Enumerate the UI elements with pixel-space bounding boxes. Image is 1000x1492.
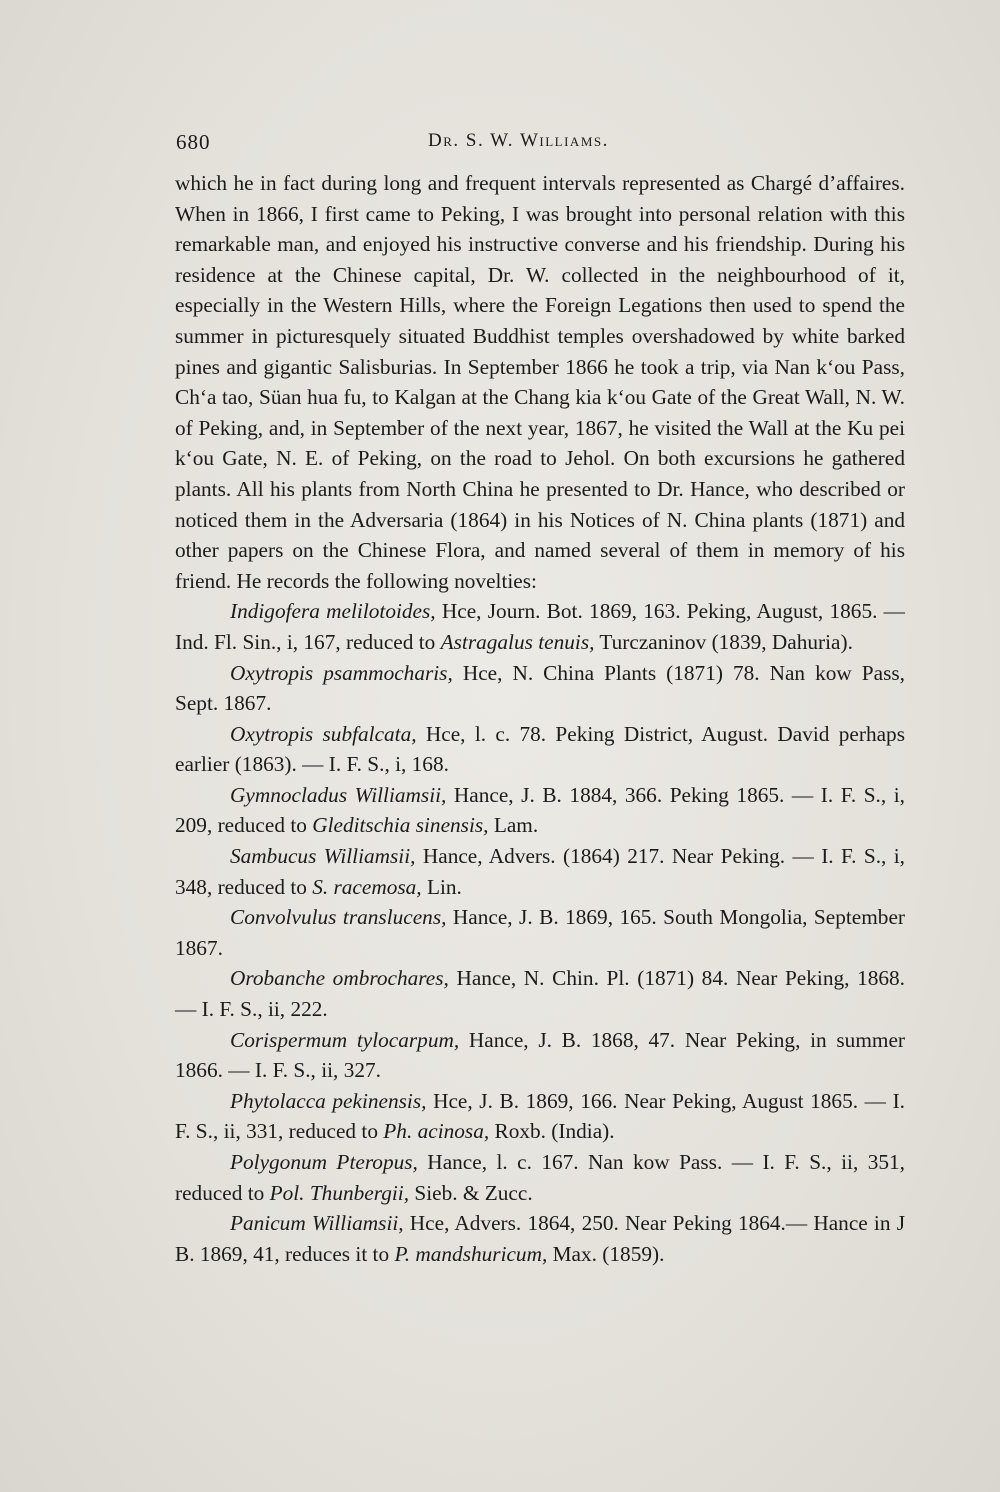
plant-entry (175, 780, 905, 841)
entry-text: Hce, N. China Plants (1871) 78. Nan kow Pass, Sept. 1867. (175, 660, 905, 716)
plant-entry (175, 1147, 905, 1208)
entry-text-tail: Lam. (488, 813, 539, 838)
species-name: Oxytropis subfalcata, (230, 721, 417, 746)
body-text (175, 168, 905, 1269)
running-head: Dr. S. W. Williams. (428, 130, 609, 151)
plant-entry (175, 963, 905, 1024)
plant-entry (175, 902, 905, 963)
plant-entry (175, 841, 905, 902)
species-name: Phytolacca pekinensis, (230, 1088, 427, 1113)
entry-text: Hance, J. B. 1868, 47. Near Peking, in summer 1866. — I. F. S., ii, 327. (175, 1027, 905, 1083)
plant-entry (175, 658, 905, 719)
species-name: Gymnocladus Williamsii, (230, 782, 447, 807)
plant-entry (175, 719, 905, 780)
entry-text: Hance, J. B. 1884, 366. Peking 1865. — I. F. S., i, 209, reduced to (175, 782, 905, 838)
entry-text: Hce, Journ. Bot. 1869, 163. Peking, August, 1865. — Ind. Fl. Sin., i, 167, reduced to (175, 599, 905, 654)
synonym-name: Astragalus tenuis, (440, 629, 595, 654)
entry-text: Hce, J. B. 1869, 166. Near Peking, August 1865. — I. F. S., ii, 331, reduced to (175, 1088, 905, 1144)
species-name: Convolvulus translucens, (230, 905, 447, 930)
entry-text: Hance, J. B. 1869, 165. South Mongolia, September 1867. (175, 905, 905, 960)
synonym-name: Gleditschia sinensis, (312, 813, 489, 838)
entry-text-tail: Lin. (421, 874, 462, 899)
plant-entry (175, 1086, 905, 1147)
species-name: Corispermum tylocarpum, (230, 1027, 460, 1052)
plant-entry (175, 1208, 905, 1269)
synonym-name: P. mandshuricum, (394, 1241, 548, 1266)
species-name: Panicum Williamsii, (230, 1211, 404, 1236)
synonym-name: S. racemosa, (312, 874, 422, 899)
synonym-name: Ph. acinosa, (383, 1119, 490, 1144)
species-name: Polygonum Pteropus, (230, 1150, 418, 1174)
entry-text: Hce, l. c. 78. Peking District, August. David perhaps earlier (1863). — I. F. S., i, 168. (175, 721, 905, 777)
page-header (176, 120, 906, 156)
entry-text: Hance, l. c. 167. Nan kow Pass. — I. F. S., ii, 351, reduced to (175, 1150, 905, 1205)
entry-text-tail: Roxb. (India). (489, 1119, 615, 1144)
page-number: 680 (176, 130, 211, 154)
entry-text: Hance, Advers. (1864) 217. Near Peking. — I. F. S., i, 348, reduced to (175, 844, 905, 899)
species-name: Indigofera melilotoides, (230, 599, 436, 624)
entry-text-tail: Turczaninov (1839, Dahuria). (594, 629, 853, 654)
entry-text: Hce, Advers. 1864, 250. Near Peking 1864.— Hance in J B. 1869, 41, reduces it to (175, 1211, 905, 1266)
plant-entry (175, 1025, 905, 1086)
entry-text-tail: Max. (1859). (547, 1241, 665, 1266)
species-name: Oxytropis psammocharis, (230, 660, 453, 685)
synonym-name: Pol. Thunbergii, (269, 1180, 410, 1205)
intro-paragraph: which he in fact during long and frequent intervals represented as Chargé d’affaires. When in 1866, I first came to Peking, I was brought into personal relation with this remarkable man, and enjoyed his instructive converse and his friendship. During his residence at the Chinese capital, Dr. W. collected in the neighbourhood of it, especially in the Western Hills, where the Foreign Legations then used to spend the summer in picturesquely situated Buddhist temples overshadowed by white barked pines and gigantic Salisburias. In September 1866 he took a trip, via Nan k‘ou Pass, Ch‘a tao, Süan hua fu, to Kalgan at the Chang kia k‘ou Gate of the Great Wall, N. W. of Peking, and, in September of the next year, 1867, he visited the Wall at the Ku pei k‘ou Gate, N. E. of Peking, on the road to Jehol. On both excursions he gathered plants. All his plants from North China he presented to Dr. Hance, who described or noticed them in the Adversaria (1864) in his Notices of N. China plants (1871) and other papers on the Chinese Flora, and named several of them in memory of his friend. He records the following novelties: (175, 171, 905, 593)
entry-text-tail: Sieb. & Zucc. (409, 1180, 533, 1205)
entry-text: Hance, N. Chin. Pl. (1871) 84. Near Peking, 1868. — I. F. S., ii, 222. (175, 966, 906, 1022)
plant-entry (175, 596, 905, 657)
species-name: Sambucus Williamsii, (230, 844, 416, 869)
species-name: Orobanche ombrochares, (230, 966, 449, 991)
